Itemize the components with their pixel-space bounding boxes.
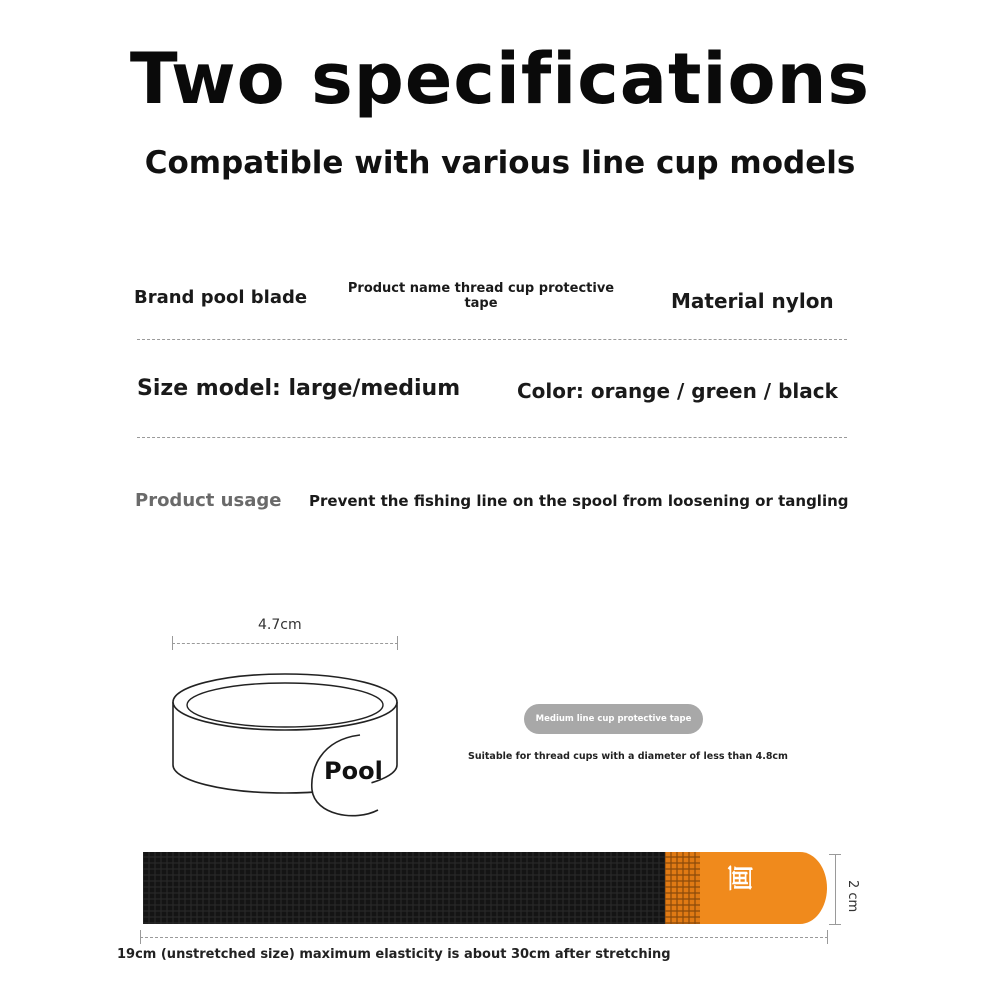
length-dimension-tick xyxy=(827,930,828,944)
usage-text: Prevent the fishing line on the spool from loosening or tangling xyxy=(309,492,849,510)
spec-product-name-line2: tape xyxy=(464,296,498,311)
usage-label: Product usage xyxy=(135,490,282,511)
width-dimension-label: 4.7cm xyxy=(258,617,302,633)
width-dimension-tick xyxy=(397,636,398,650)
length-dimension-label: 19cm (unstretched size) maximum elasticity is about 30cm after stretching xyxy=(117,947,671,962)
spec-product-name xyxy=(340,281,622,311)
width-dimension-line xyxy=(172,643,398,644)
spec-size-model: Size model: large/medium xyxy=(137,376,461,401)
tape-ring-illustration xyxy=(160,650,410,830)
height-dimension-line xyxy=(835,854,836,924)
spec-product-name-line1: Product name thread cup protective xyxy=(347,281,615,296)
length-dimension-tick xyxy=(140,930,141,944)
divider xyxy=(137,339,847,340)
suitability-note: Suitable for thread cups with a diameter of less than 4.8cm xyxy=(468,751,788,762)
height-dimension-label: 2 cm xyxy=(845,880,860,913)
height-dimension-tick xyxy=(829,854,841,855)
ring-label: Pool xyxy=(324,757,383,785)
width-dimension-tick xyxy=(172,636,173,650)
svg-text:画: 画 xyxy=(727,864,757,891)
divider xyxy=(137,437,847,438)
length-dimension-line xyxy=(140,937,828,938)
strap-illustration xyxy=(140,848,830,930)
page-subtitle: Compatible with various line cup models xyxy=(144,145,856,181)
spec-color: Color: orange / green / black xyxy=(517,379,838,403)
height-dimension-tick xyxy=(829,924,841,925)
spec-material: Material nylon xyxy=(671,289,834,313)
page-title: Two specifications xyxy=(129,38,871,120)
medium-tape-badge: Medium line cup protective tape xyxy=(524,704,703,734)
spec-brand: Brand pool blade xyxy=(134,287,308,308)
